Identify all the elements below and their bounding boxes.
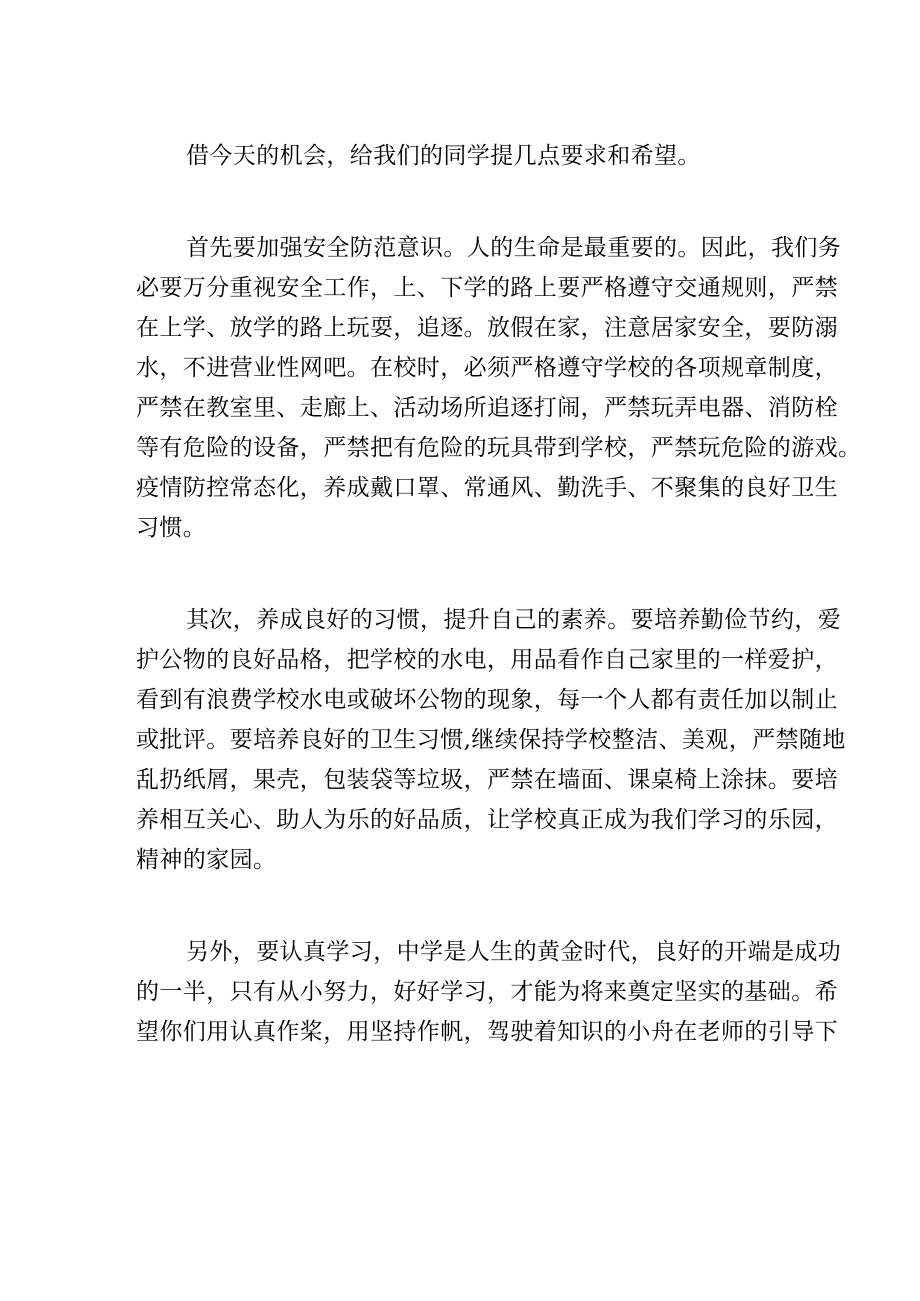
- text-line: 等有危险的设备，严禁把有危险的玩具带到学校，严禁玩危险的游戏。: [136, 435, 862, 461]
- text-line: 首先要加强安全防范意识。人的生命是最重要的。因此，我们务: [186, 235, 842, 261]
- text-line: 养相互关心、助人为乐的好品质，让学校真正成为我们学习的乐园，: [136, 807, 838, 833]
- text-line: 水，不进营业性网吧。在校时，必须严格遵守学校的各项规章制度，: [136, 355, 838, 381]
- text-line: 习惯。: [136, 515, 207, 541]
- text-line: 乱扔纸屑，果壳，包装袋等垃圾，严禁在墙面、课桌椅上涂抹。要培: [136, 767, 838, 793]
- text-line: 必要万分重视安全工作，上、下学的路上要严格遵守交通规则，严禁: [136, 275, 838, 301]
- text-line: 精神的家园。: [136, 847, 277, 873]
- text-line: 看到有浪费学校水电或破坏公物的现象，每一个人都有责任加以制止: [136, 687, 838, 713]
- text-line: 借今天的机会，给我们的同学提几点要求和希望。: [186, 143, 701, 169]
- text-line: 的一半，只有从小努力，好好学习，才能为将来奠定坚实的基础。希: [136, 979, 838, 1005]
- text-line: 严禁在教室里、走廊上、活动场所追逐打闹，严禁玩弄电器、消防栓: [136, 395, 838, 421]
- text-line: 或批评。要培养良好的卫生习惯,继续保持学校整洁、美观，严禁随地: [136, 727, 846, 753]
- text-line: 在上学、放学的路上玩耍，追逐。放假在家，注意居家安全，要防溺: [136, 315, 838, 341]
- text-line: 望你们用认真作桨，用坚持作帆，驾驶着知识的小舟在老师的引导下: [136, 1019, 838, 1045]
- text-line: 疫情防控常态化，养成戴口罩、常通风、勤洗手、不聚集的良好卫生: [136, 475, 838, 501]
- text-line: 护公物的良好品格，把学校的水电，用品看作自己家里的一样爱护，: [136, 647, 838, 673]
- text-line: 另外，要认真学习，中学是人生的黄金时代，良好的开端是成功: [186, 939, 842, 965]
- text-line: 其次，养成良好的习惯，提升自己的素养。要培养勤俭节约，爱: [186, 607, 842, 633]
